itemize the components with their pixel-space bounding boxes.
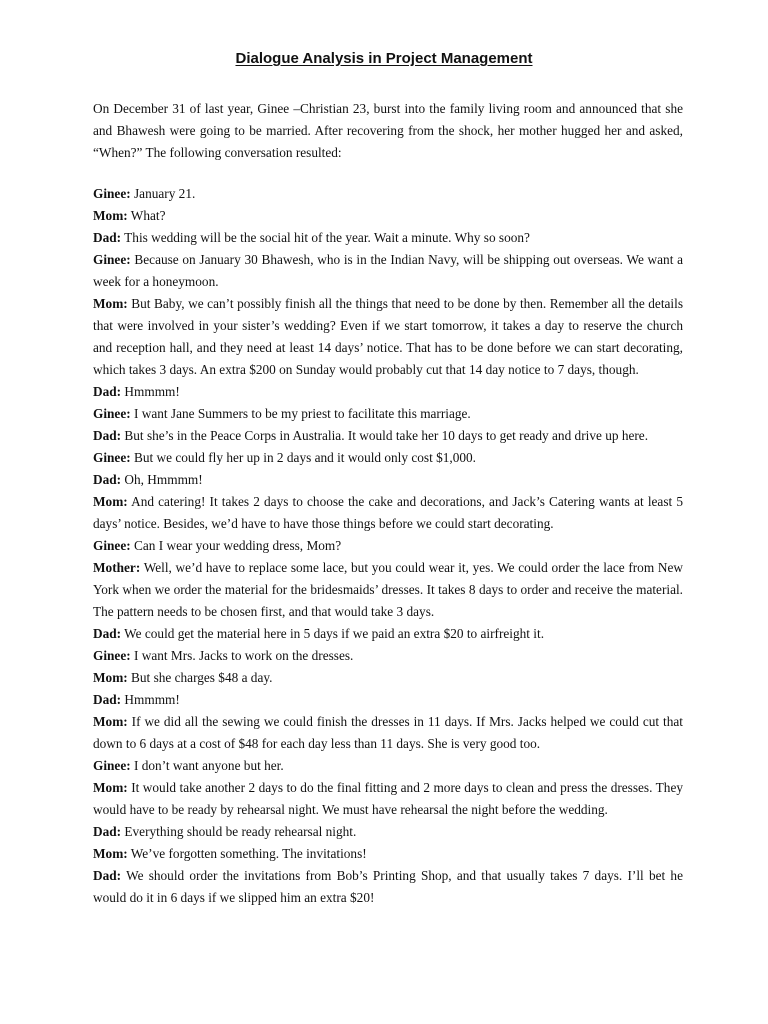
speaker-name: Ginee: <box>93 252 131 267</box>
speaker-name: Mom: <box>93 846 128 861</box>
speaker-name: Dad: <box>93 692 122 707</box>
dialogue-text: But Baby, we can’t possibly finish all the things that need to be done by then. Remember all the details that were involved in your sister’s wedding? Even if we start tomorrow, it takes a day to reserve the church and reception hall, and they need at least 14 days’ notice. That has to be done before we can start decorating, which takes 3 days. An extra $200 on Sunday would probably cut that 14 day notice to 7 days, though. <box>93 296 683 377</box>
dialogue-line <box>93 821 683 843</box>
speaker-name: Ginee: <box>93 406 131 421</box>
speaker-name: Mom: <box>93 780 128 795</box>
speaker-name: Dad: <box>93 626 122 641</box>
speaker-name: Mother: <box>93 560 141 575</box>
dialogue-line <box>93 447 683 469</box>
dialogue-text: But she’s in the Peace Corps in Australia. It would take her 10 days to get ready and drive up here. <box>124 428 649 443</box>
dialogue-text: Everything should be ready rehearsal night. <box>124 824 357 839</box>
speaker-name: Mom: <box>93 494 128 509</box>
dialogue-line <box>93 535 683 557</box>
dialogue-text: This wedding will be the social hit of the year. Wait a minute. Why so soon? <box>124 230 530 245</box>
dialogue-line <box>93 711 683 755</box>
dialogue-line <box>93 403 683 425</box>
dialogue <box>93 183 683 909</box>
speaker-name: Ginee: <box>93 648 131 663</box>
dialogue-text: I don’t want anyone but her. <box>134 758 284 773</box>
dialogue-text: Can I wear your wedding dress, Mom? <box>134 538 342 553</box>
speaker-name: Mom: <box>93 670 128 685</box>
dialogue-line <box>93 755 683 777</box>
dialogue-line <box>93 425 683 447</box>
dialogue-text: We should order the invitations from Bob’s Printing Shop, and that usually takes 7 days. I’ll bet he would do it in 6 days if we slipped him an extra $20! <box>93 868 683 905</box>
dialogue-line <box>93 183 683 205</box>
dialogue-text: Because on January 30 Bhawesh, who is in the Indian Navy, will be shipping out overseas. We want a week for a honeymoon. <box>93 252 683 289</box>
dialogue-text: Hmmmm! <box>124 384 180 399</box>
speaker-name: Ginee: <box>93 186 131 201</box>
speaker-name: Dad: <box>93 868 122 883</box>
document-title: Dialogue Analysis in Project Management <box>235 50 533 67</box>
dialogue-text: I want Jane Summers to be my priest to facilitate this marriage. <box>134 406 471 421</box>
dialogue-text: But we could fly her up in 2 days and it would only cost $1,000. <box>134 450 476 465</box>
speaker-name: Dad: <box>93 428 122 443</box>
speaker-name: Dad: <box>93 230 122 245</box>
dialogue-line <box>93 249 683 293</box>
speaker-name: Dad: <box>93 824 122 839</box>
speaker-name: Ginee: <box>93 538 131 553</box>
dialogue-text: What? <box>130 208 166 223</box>
dialogue-text: We could get the material here in 5 days if we paid an extra $20 to airfreight it. <box>124 626 545 641</box>
dialogue-text: January 21. <box>134 186 196 201</box>
dialogue-line <box>93 557 683 623</box>
dialogue-line <box>93 227 683 249</box>
speaker-name: Ginee: <box>93 450 131 465</box>
dialogue-line <box>93 469 683 491</box>
dialogue-line <box>93 689 683 711</box>
dialogue-line <box>93 491 683 535</box>
dialogue-text: We’ve forgotten something. The invitations! <box>130 846 367 861</box>
dialogue-line <box>93 667 683 689</box>
dialogue-text: Hmmmm! <box>124 692 180 707</box>
dialogue-line <box>93 205 683 227</box>
dialogue-text: Oh, Hmmmm! <box>124 472 203 487</box>
dialogue-text: It would take another 2 days to do the final fitting and 2 more days to clean and press the dresses. They would have to be ready by rehearsal night. We must have rehearsal the night before the wedding. <box>93 780 683 817</box>
dialogue-text: But she charges $48 a day. <box>131 670 273 685</box>
dialogue-line <box>93 865 683 909</box>
dialogue-line <box>93 843 683 865</box>
dialogue-line <box>93 777 683 821</box>
dialogue-line <box>93 623 683 645</box>
dialogue-text: If we did all the sewing we could finish the dresses in 11 days. If Mrs. Jacks helped we could cut that down to 6 days at a cost of $48 for each day less than 11 days. She is very good too. <box>93 714 683 751</box>
dialogue-line <box>93 645 683 667</box>
speaker-name: Dad: <box>93 472 122 487</box>
dialogue-line <box>93 381 683 403</box>
dialogue-text: I want Mrs. Jacks to work on the dresses. <box>134 648 354 663</box>
speaker-name: Mom: <box>93 208 128 223</box>
speaker-name: Mom: <box>93 296 128 311</box>
dialogue-text: And catering! It takes 2 days to choose the cake and decorations, and Jack’s Catering wants at least 5 days’ notice. Besides, we’d have to have those things before we could start decorating. <box>93 494 683 531</box>
dialogue-text: Well, we’d have to replace some lace, but you could wear it, yes. We could order the lace from New York when we order the material for the bridesmaids’ dresses. It takes 8 days to order and receive the material. The pattern needs to be chosen first, and that would take 3 days. <box>93 560 683 619</box>
intro-paragraph: On December 31 of last year, Ginee –Christian 23, burst into the family living room and announced that she and Bhawesh were going to be married. After recovering from the shock, her mother hugged her and asked, “When?” The following conversation resulted: <box>93 101 683 160</box>
speaker-name: Ginee: <box>93 758 131 773</box>
speaker-name: Dad: <box>93 384 122 399</box>
dialogue-line <box>93 293 683 381</box>
speaker-name: Mom: <box>93 714 128 729</box>
